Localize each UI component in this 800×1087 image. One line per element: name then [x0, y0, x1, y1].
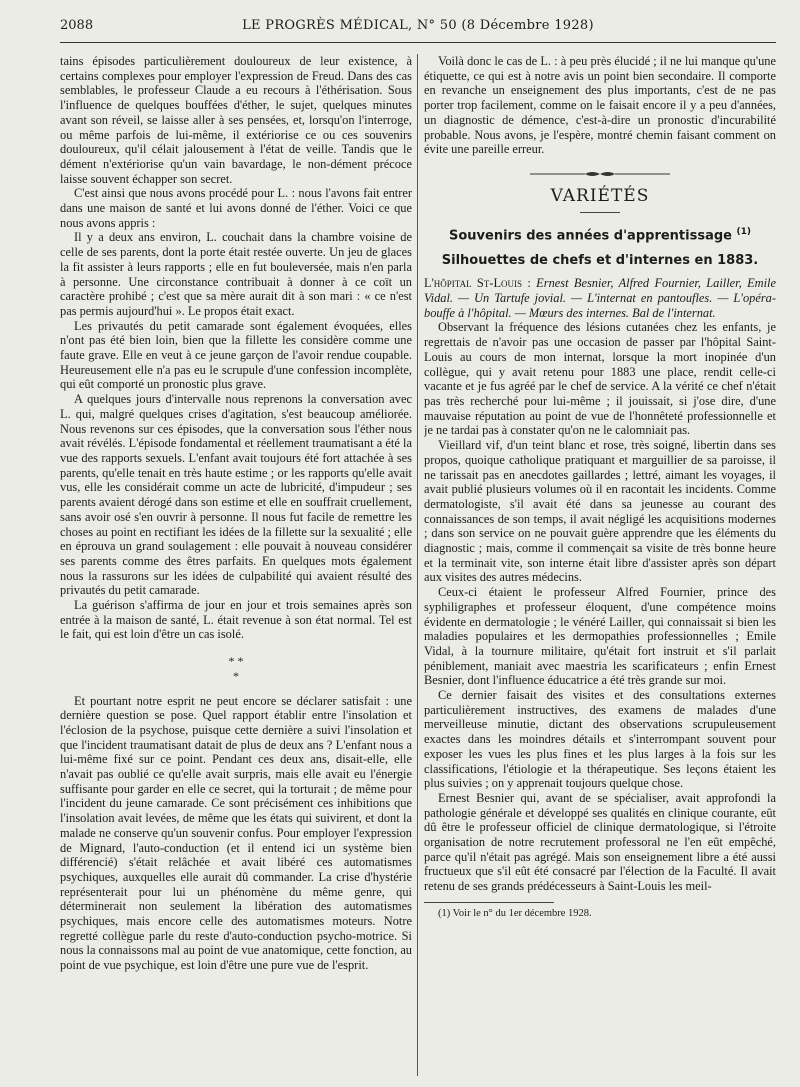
summary-place: L'hôpital St-Louis :: [424, 276, 531, 291]
section-break-stars: * * *: [228, 654, 244, 683]
page-header: [60, 12, 776, 43]
article-title: [424, 225, 776, 244]
column-divider: [417, 54, 418, 1076]
section-title: VARIÉTÉS: [550, 185, 650, 206]
paragraph: Observant la fréquence des lésions cutanées chez les enfants, je regrettais de n'avoir pas une occasion de passer par l'hôpital Saint-Louis au cours de mon internat, lorsque la mort inopinée d'un collègue, qui y avait retenu pour 1883 une place, rendit celle-ci vacante et je fus agréé par le chef de service. A la vérité ce chef n'était pas très recherché pour lui-même ; il jouissait, si j'ose dire, d'une mauvaise réputation au point de vue de l'honnêteté professionnelle et je ne tardai pas à constater qu'on ne le calomniait pas.: [424, 320, 776, 438]
paragraph: Ernest Besnier qui, avant de se spécialiser, avait approfondi la pathologie générale et développé ses qualités en clinique courante, eût dû être le professeur officiel de clinique dermatologique, si l'étroite organisation de notre recrutement professoral ne l'en eût empêché, parce qu'il n'était pas agrégé. Mais son enseignement libre a été aussi fructueux que s'il eût été consacré par l'élection de la Faculté. Il avait retenu de ses grands prédécesseurs à Saint-Louis les meil-: [424, 790, 776, 894]
footnote-ref: (1): [736, 226, 752, 237]
title-rule: [580, 212, 620, 213]
paragraph: Ce dernier faisait des visites et des consultations externes particulièrement instructives, des examens de malades d'une merveilleuse minutie, dictant des observations scrupuleusement exactes dans les moindres détails et s'interrompant souvent pour exposer les vues les plus fines et les plus larges à la fois sur les classifications, l'étiologie et la thérapeutique. Ses leçons étaient les plus suivies ; on y apprenait toujours quelque chose.: [424, 688, 776, 791]
summary-topics: Ernest Besnier, Alfred Fournier, Lailler, Emile Vidal. — Un Tartufe jovial. — L'internat en pantoufles. — L'opéra-bouffe à l'hôpital. — Mœurs des internes. Bal de l'internat.: [424, 276, 776, 320]
paragraph: Et pourtant notre esprit ne peut encore se déclarer satisfait : une dernière question se pose. Quel rapport établir entre l'insolation et l'éclosion de la psychose, puisque cette dernière a suivi l'insolation et que l'incident traumatisant datait de plus de deux ans ? L'enfant nous a lui-même fixé sur ce point. Pendant ces deux ans, disait-elle, elle n'avait pas oublié ce qu'elle avait surpris, mais elle avait eu l'énergie suffisante pour garder en elle ce secret, qui la torturait ; de même pour l'incident du jeune camarade. Ce sont précisément ces inhibitions que l'insolation avait levées, de même que les états qui suivirent, et dont la malade ne conserve qu'un souvenir confus. Pour employer l'expression de Mignard, l'auto-conduction (et il entend ici un système bien différencié) s'était relâchée et avait libéré ces automatismes psychiques, auxquelles elle aurait dû commander. La crise d'hystérie représenterait pour lui un phénomène du même genre, qui déterminerait non seulement la libération des automatismes psychiques, mais encore celle des automatismes moteurs. Notre regretté collègue parle du reste d'auto-conduction psycho-motrice. Si nous la connaissons mal au point de vue anatomique, cette fonction, au point de vue psychique, est loin d'être une pure vue de l'esprit.: [60, 693, 412, 973]
paragraph: Voilà donc le cas de L. : à peu près élucidé ; il ne lui manque qu'une étiquette, ce qui est à notre avis un point bien secondaire. Il comporte en revanche un enseignement des plus importants, c'est de ne pas porter trop facilement, comme on le faisait encore il y a peu d'années, un diagnostic de démence, c'est-à-dire un pronostic d'incurabilité probable. Nous avons, je l'espère, montré chemin faisant comment on évite une pareille erreur.: [424, 54, 776, 157]
paragraph: A quelques jours d'intervalle nous reprenons la conversation avec L. qui, malgré quelques crises d'agitation, s'est beaucoup améliorée. Nous revenons sur ces épisodes, que la conversation sous l'éther nous avait révélés. L'épisode fondamental et réellement traumatisant a été la vue des rapports sexuels. L'enfant avait toujours été fort attachée à ses parents, qu'elle tenait en très haute estime ; or les rapports qu'elle avait vus, elle les considérait comme un acte de lubricité, d'impudeur ; ses parents avaient dérogé dans son estime et elle en souffrait cruellement, sans avoir osé s'en ouvrir à personne. Il nous fut facile de remettre les choses au point en rectifiant les idées de la fillette sur la sexualité ; elle en éprouva un grand soulagement : elle pouvait à nouveau considérer ses parents comme des êtres parfaits. En quelques mots également nous la rassurons sur les idées de culpabilité qui avaient résulté des privautés du petit camarade.: [60, 392, 412, 598]
article-subtitle: Silhouettes de chefs et d'internes en 1883.: [441, 252, 759, 268]
paragraph: La guérison s'affirma de jour en jour et trois semaines après son entrée à la maison de santé, L. était revenue à son état normal. Tel est le fait, qui est loin d'être un cas isolé.: [60, 598, 412, 642]
ornament-divider: [530, 169, 670, 179]
paragraph: Les privautés du petit camarade sont également évoquées, elles n'ont pas été bien loin, bien que la fillette les considère comme une faute grave. Elle en veut à ce jeune garçon de l'avoir rendue coupable. Heureusement elle n'a pas eu le scrupule d'une confession incomplète, qui eût comporté un pronostic plus grave.: [60, 318, 412, 392]
article-summary: [424, 276, 776, 320]
page-number: 2088: [60, 18, 94, 33]
right-column: [424, 54, 776, 1076]
paragraph: Il y a deux ans environ, L. couchait dans la chambre voisine de celle de ses parents, dont la porte était restée ouverte. Un jeu de glaces la fit assister à leurs rapports ; elle en fut bouleversée, mais n'en parla à personne. Une circonstance contribuait à donner à ce coït un caractère prohibé ; c'est que sa mère aurait dit à son mari : « ce n'est pas permis aujourd'hui ». Le propos était exact.: [60, 230, 412, 318]
footnote: (1) Voir le n° du 1er décembre 1928.: [438, 907, 592, 919]
footnote-rule: [424, 902, 554, 903]
paragraph: tains épisodes particulièrement douloureux de leur existence, à certains complexes pour employer l'expression de Freud. Dans des cas semblables, le professeur Claude a eu recours à l'éthérisation. Sous l'influence de quelques bouffées d'éther, le sujet, quelques minutes avant son réveil, se laisse aller à ses pensées, et, lorsqu'on l'interroge, ou même parfois de lui-même, il extériorise ce ou ces souvenirs douloureux, qu'il célait jalousement à l'état de veille. Tandis que le dément n'extériorise qu'un vain bavardage, le non-dément précoce laisse souvent échapper son secret.: [60, 54, 412, 186]
paragraph: Ceux-ci étaient le professeur Alfred Fournier, prince des syphiligraphes et professeur éloquent, d'une compétence moins évidente en dermatologie ; le vénéré Lailler, qui connaissait si bien les maladies populaires et les dermopathies professionnelles ; Emile Vidal, à la tournure militaire, qu'était fort instruit et s'il parlait péniblement, maniait avec maestria les scarificateurs ; enfin Ernest Besnier, dont l'influence éducatrice a été très grande sur moi.: [424, 585, 776, 688]
running-title: LE PROGRÈS MÉDICAL, N° 50 (8 Décembre 1928): [242, 18, 594, 33]
article-title-text: Souvenirs des années d'apprentissage: [448, 227, 732, 243]
left-column: [60, 54, 412, 1076]
paragraph: Vieillard vif, d'un teint blanc et rose, très soigné, libertin dans ses propos, quoique catholique pratiquant et marguillier de sa paroisse, il ne tarissait pas en anecdotes gaillardes ; lettré, aimant les voyages, il avait publié plusieurs volumes où il en racontait les incidents. Comme dermatologiste, s'il avait été dans sa jeunesse au courant des connaissances de son temps, il avait négligé les acquisitions modernes ; dans son service on ne pouvait guère apprendre que les éléments du diagnostic ; mais, comme il commençait sa visite de très bonne heure et la terminait vite, son interne était libre d'assister après son départ aux visites des autres médecins.: [424, 438, 776, 585]
paragraph: C'est ainsi que nous avons procédé pour L. : nous l'avons fait entrer dans une maison de santé et lui avons donné de l'éther. Voici ce que nous avons appris :: [60, 186, 412, 230]
